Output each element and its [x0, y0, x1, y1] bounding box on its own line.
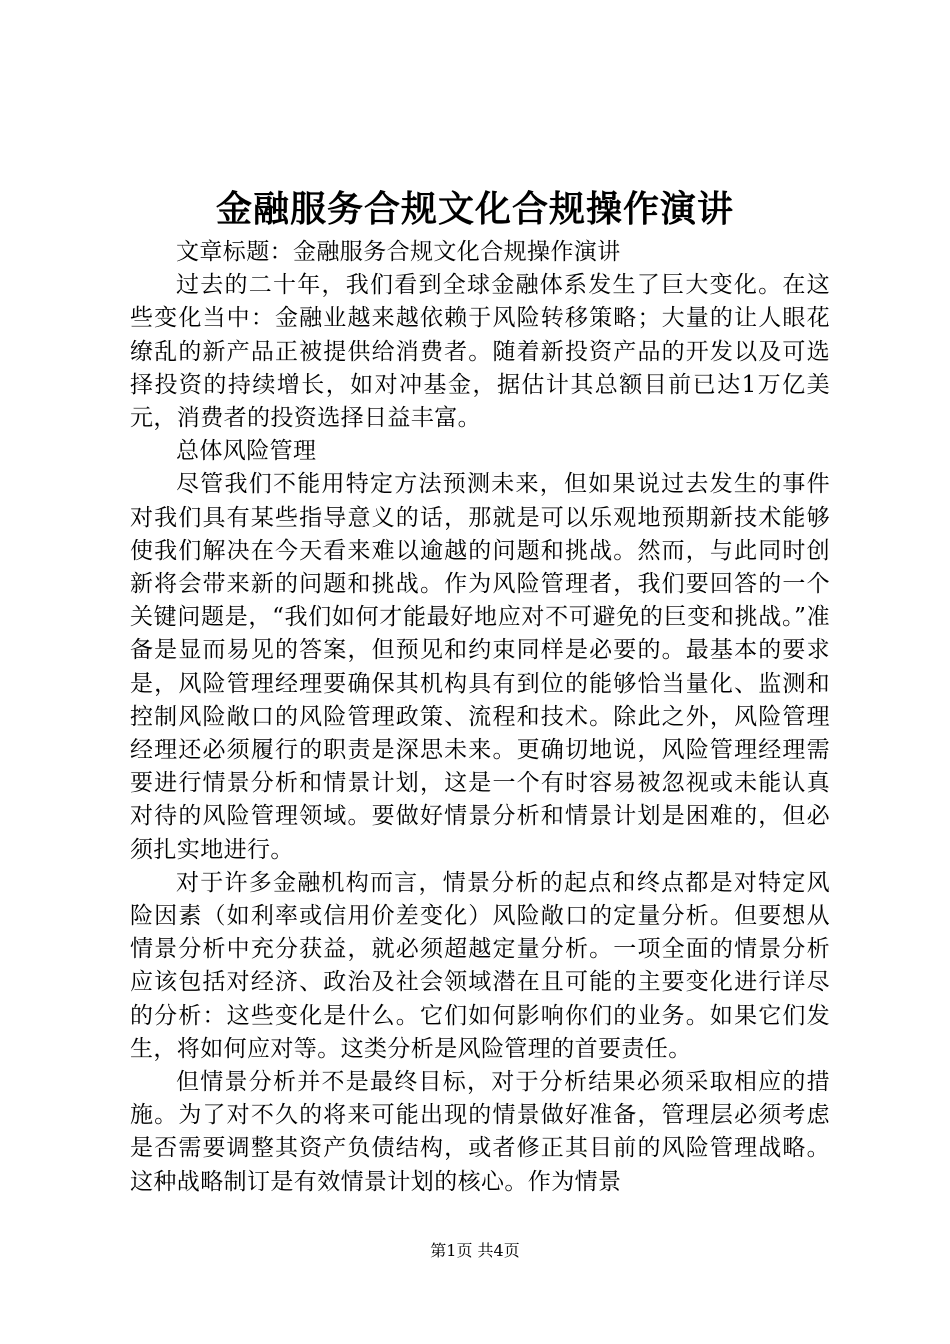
document-body: [130, 236, 830, 1199]
document-title: 金融服务合规文化合规操作演讲: [215, 188, 734, 230]
paragraph-risk-management: 尽管我们不能用特定方法预测未来，但如果说过去发生的事件对我们具有某些指导意义的话，那就是可以乐观地预期新技术能够使我们解决在今天看来难以逾越的问题和挑战。然而，与此同时创新将会带来新的问题和挑战。作为风险管理者，我们要回答的一个关键问题是，“我们如何才能最好地应对不可避免的巨变和挑战。”准备是显而易见的答案，但预见和约束同样是必要的。最基本的要求是，风险管理经理要确保其机构具有到位的能够恰当量化、监测和控制风险敞口的风险管理政策、流程和技术。除此之外，风险管理经理还必须履行的职责是深思未来。更确切地说，风险管理经理需要进行情景分析和情景计划，这是一个有时容易被忽视或未能认真对待的风险管理领域。要做好情景分析和情景计划是困难的，但必须扎实地进行。: [130, 471, 830, 863]
page-footer: 第1页 共4页: [430, 1241, 520, 1260]
paragraph-intro: 过去的二十年，我们看到全球金融体系发生了巨大变化。在这些变化当中：金融业越来越依赖于风险转移策略；大量的让人眼花缭乱的新产品正被提供给消费者。随着新投资产品的开发以及可选择投资的持续增长，如对冲基金，据估计其总额目前已达1万亿美元，消费者的投资选择日益丰富。: [130, 272, 830, 432]
paragraph-scenario-analysis: 对于许多金融机构而言，情景分析的起点和终点都是对特定风险因素（如利率或信用价差变化）风险敞口的定量分析。但要想从情景分析中充分获益，就必须超越定量分析。一项全面的情景分析应该包括对经济、政治及社会领域潜在且可能的主要变化进行详尽的分析：这些变化是什么。它们如何影响你们的业务。如果它们发生，将如何应对等。这类分析是风险管理的首要责任。: [130, 869, 830, 1062]
section-heading: 总体风险管理: [176, 438, 317, 465]
article-title-line: 文章标题：金融服务合规文化合规操作演讲: [176, 239, 621, 265]
paragraph-scenario-planning: 但情景分析并不是最终目标，对于分析结果必须采取相应的措施。为了对不久的将来可能出现的情景做好准备，管理层必须考虑是否需要调整其资产负债结构，或者修正其目前的风险管理战略。这种战略制订是有效情景计划的核心。作为情景: [130, 1069, 830, 1195]
